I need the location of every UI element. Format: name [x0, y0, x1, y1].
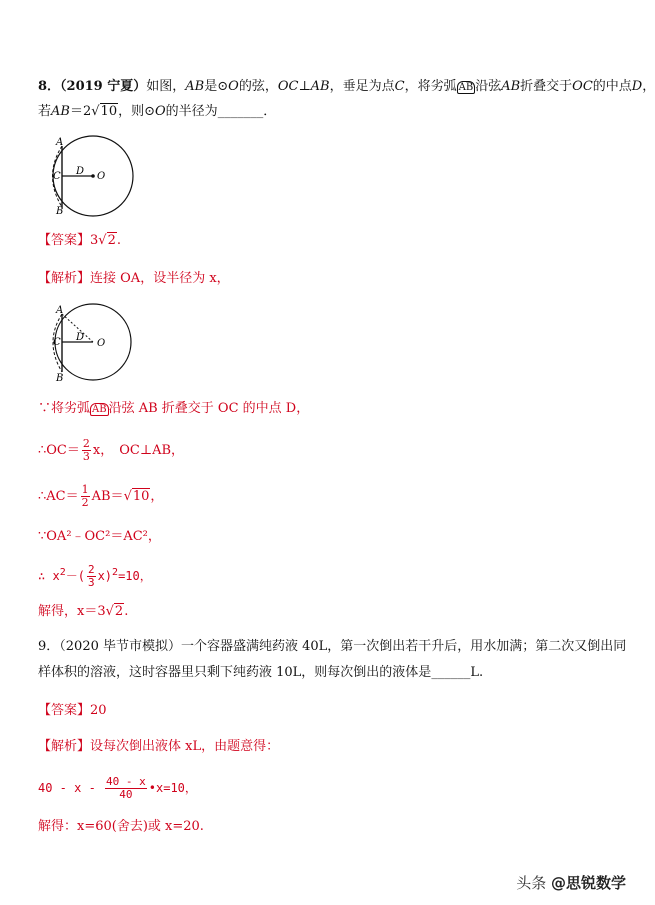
fraction: [81, 484, 90, 509]
fraction-den: 40: [119, 788, 133, 801]
step-text: ∴ x: [38, 569, 60, 583]
fraction-den: 3: [87, 576, 95, 589]
label-c: C: [53, 171, 61, 182]
q8-step-3: ∴AC＝ $\frac{1}{2}$ AB＝√10，: [38, 483, 164, 509]
step-text: x): [97, 569, 113, 583]
q8-var: AB: [501, 79, 521, 94]
q8-var: AB: [51, 104, 70, 119]
watermark-name: @思锐数学: [550, 874, 626, 892]
q9-answer: [38, 702, 107, 720]
answer-value: 3: [90, 233, 99, 248]
q8-text: 的中点: [592, 79, 632, 94]
answer-label: 【答案】: [38, 233, 91, 248]
q8-text: ，: [642, 79, 655, 94]
q9-line1: 9．（2020 毕节市模拟）一个容器盛满纯药液 40L，第一次倒出若干升后，用水加满；第二次又倒出同: [38, 639, 627, 654]
fraction-num: 2: [87, 563, 95, 576]
q8-text: 若: [38, 104, 52, 119]
q8-step-1: [38, 400, 309, 418]
q8-var: OC: [572, 79, 593, 94]
answer-value: 20: [90, 703, 107, 718]
label-a: A: [56, 305, 64, 316]
q8-text: ＝2: [69, 104, 92, 119]
watermark-prefix: 头条: [516, 874, 551, 892]
q8-answer: 【答案】3√2.: [38, 233, 122, 248]
analysis-text: 连接 OA，设半径为 x，: [90, 271, 230, 286]
q9-answer-blank: ______: [431, 665, 471, 680]
q8-text: 折叠交于: [520, 79, 573, 94]
q8-answer-blank: _______: [217, 104, 264, 119]
sqrt-value: 2: [114, 604, 124, 619]
superscript: 2: [59, 567, 66, 578]
point-o: [91, 174, 95, 178]
label-d: D: [76, 166, 85, 177]
step-text: OC⊥AB，: [119, 443, 185, 458]
q9-line2: [38, 664, 483, 682]
answer-label: 【答案】: [38, 703, 91, 718]
step-text: 沿弦 AB 折叠交于 OC 的中点 D，: [108, 401, 310, 416]
q8-text: ．: [263, 104, 277, 119]
step-text: x，: [92, 443, 114, 458]
q8-text: ，则⊙: [118, 104, 155, 119]
answer-end: .: [116, 233, 122, 248]
label-c: C: [53, 337, 61, 348]
q8-var: D: [631, 79, 643, 94]
q8-var: O: [155, 104, 166, 119]
fraction-num: 2: [82, 437, 90, 450]
step-text: .: [124, 604, 129, 619]
q8-var: AB: [185, 79, 205, 94]
q8-step-5: [38, 564, 152, 589]
superscript: 2: [112, 567, 119, 578]
q8-source: （2019 宁夏）: [60, 79, 147, 94]
label-o: O: [97, 338, 106, 349]
label-b: B: [56, 373, 64, 384]
q8-var: O: [228, 79, 239, 94]
step-text: ∵将劣弧: [38, 401, 91, 416]
label-d: D: [76, 332, 85, 343]
analysis-label: 【解析】: [38, 739, 91, 754]
label-b: B: [56, 206, 64, 217]
equation-text: •x=10，: [148, 781, 197, 795]
q8-figure-2: [38, 302, 138, 384]
equation-text: 40 - x -: [38, 781, 104, 795]
q8-text: 沿弦: [475, 79, 502, 94]
label-o: O: [97, 171, 106, 182]
step-text: －(: [65, 569, 85, 583]
q8-step-6: 解得，x＝3√2.: [38, 604, 129, 619]
q8-line1: [38, 78, 655, 96]
q9-text: L.: [470, 665, 484, 680]
q8-text: ，将劣弧: [404, 79, 457, 94]
q8-var: OC: [277, 79, 299, 94]
fraction: [87, 564, 96, 589]
q9-analysis: [38, 738, 279, 756]
answer-sqrt: 2: [107, 233, 116, 248]
q8-text: ，垂足为点: [329, 79, 395, 94]
q8-text: ⊥: [298, 79, 311, 94]
q8-text: 如图，: [146, 79, 186, 94]
step-text: =10，: [118, 569, 152, 583]
q8-step-2: [38, 438, 184, 463]
sqrt-value: 10: [132, 489, 150, 504]
q8-analysis: [38, 270, 230, 288]
fraction-num: 1: [81, 483, 89, 496]
fraction-den: 2: [81, 496, 89, 509]
q9-equation: [38, 776, 197, 801]
q8-text: 的弦，: [238, 79, 278, 94]
fraction-den: 3: [82, 450, 90, 463]
q8-text: 是⊙: [204, 79, 229, 94]
analysis-text: 设每次倒出液体 xL，由题意得：: [90, 739, 280, 754]
watermark: [516, 872, 626, 893]
step-text: ，: [150, 489, 164, 504]
q8-arc-symbol: AB: [458, 82, 474, 93]
q8-number: 8．: [38, 79, 61, 94]
q8-figure-1: [38, 132, 138, 218]
fraction: [82, 438, 91, 463]
q8-var: AB: [310, 79, 330, 94]
step-text: AB＝: [91, 489, 124, 504]
q9-text: 样体积的溶液，这时容器里只剩下纯药液 10L，则每次倒出的液体是: [38, 665, 432, 680]
step-text: 解得，x＝3: [38, 604, 106, 619]
analysis-label: 【解析】: [38, 271, 91, 286]
q8-text: 的半径为: [165, 104, 218, 119]
fraction-num: 40 - x: [106, 775, 146, 788]
q8-line2: 若AB＝2√10，则⊙O的半径为_______．: [38, 104, 277, 119]
step-text: ∴OC＝: [38, 443, 80, 458]
arc-symbol: AB: [92, 404, 107, 415]
q8-step-4: ∵OA²﹣OC²＝AC²，: [38, 529, 161, 544]
step-text: ∴AC＝: [38, 489, 79, 504]
q9-solution: 解得：x=60(舍去)或 x=20.: [38, 819, 204, 834]
fraction: [105, 776, 147, 801]
label-a: A: [56, 137, 64, 148]
q8-sqrt: 10: [100, 104, 118, 119]
q8-var: C: [394, 79, 405, 94]
